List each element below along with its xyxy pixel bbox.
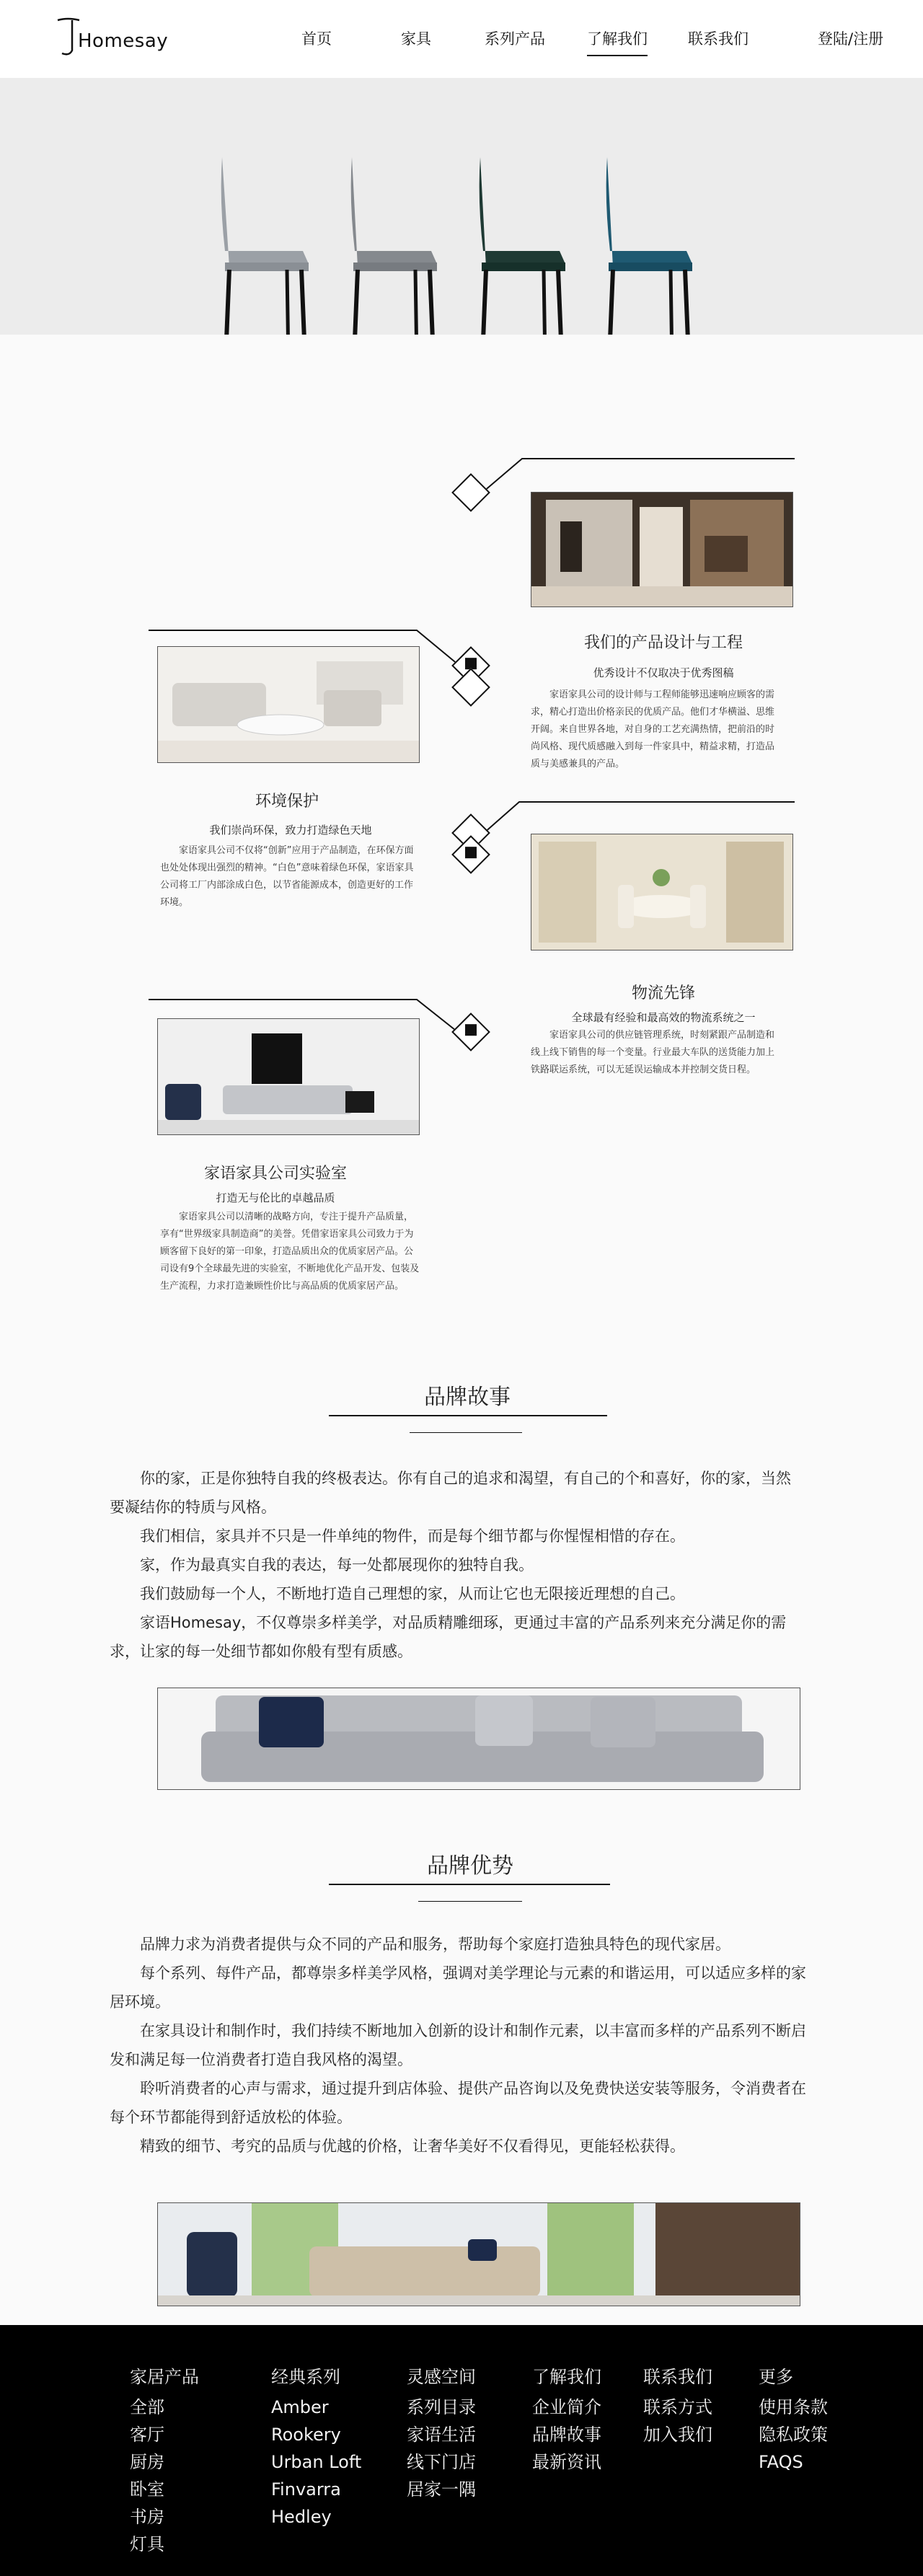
footer-heading: 家居产品 [130, 2367, 199, 2387]
footer-link[interactable]: 联系方式 [643, 2397, 712, 2417]
nav-about[interactable]: 了解我们 [587, 27, 648, 56]
story-paragraph: 家语Homesay，不仅尊崇多样美学，对品质精雕细琢，更通过丰富的产品系列来充分满足你的需求，让家的每一处细节都如你般有型有质感。 [110, 1614, 787, 1660]
divider [418, 1901, 522, 1902]
footer-link[interactable]: 隐私政策 [759, 2425, 828, 2445]
nav-contact[interactable]: 联系我们 [688, 30, 748, 48]
section-body: 家语家具公司的供应链管理系统，时刻紧跟产品制造和线上线下销售的每一个变量。行业最大车队的送货能力加上铁路联运系统，可以无延误运输成本并控制交货日程。 [531, 1030, 775, 1075]
divider [329, 1415, 607, 1416]
chair-4 [606, 157, 692, 335]
footer-heading: 经典系列 [271, 2367, 340, 2387]
section-subtitle: 打造无与伦比的卓越品质 [216, 1191, 335, 1204]
advantage-paragraph: 聆听消费者的心声与需求，通过提升到店体验、提供产品咨询以及免费快送安装等服务，令消费者在每个环节都能得到舒适放松的体验。 [110, 2080, 806, 2126]
footer-column-inspiration [407, 2363, 476, 2503]
nav-home[interactable]: 首页 [301, 30, 332, 48]
living-room-photo [157, 646, 420, 763]
logo-text[interactable]: Homesay [78, 30, 169, 52]
lounge-banner-photo [157, 2202, 800, 2306]
chair-1 [221, 157, 309, 335]
footer-link[interactable]: 加入我们 [643, 2425, 712, 2445]
footer-link[interactable]: FAQS [759, 2452, 803, 2472]
footer-link[interactable]: 厨房 [130, 2452, 164, 2472]
section-body: 家语家具公司不仅将“创新”应用于产品制造，在环保方面也处处体现出强烈的精神。“白色”意味着绿色环保，家语家具公司将工厂内部涂成白色，以节省能源成本，创造更好的工作环境。 [160, 845, 414, 908]
brand-story-title: 品牌故事 [424, 1385, 511, 1410]
footer-column-series [271, 2363, 361, 2531]
section-subtitle: 优秀设计不仅取决于优秀图稿 [593, 666, 734, 679]
login-link[interactable]: 登陆/注册 [818, 30, 884, 48]
site-header [0, 0, 923, 78]
footer-link[interactable]: 品牌故事 [532, 2425, 601, 2445]
story-paragraph: 我们鼓励每一个人，不断地打造自己理想的家，从而让它也无限接近理想的自己。 [140, 1585, 685, 1602]
footer-heading: 了解我们 [532, 2367, 601, 2387]
story-paragraph: 家，作为最真实自我的表达，每一处都展现你的独特自我。 [140, 1556, 534, 1574]
section-body: 家语家具公司以清晰的战略方向，专注于提升产品质量，享有“世界级家具制造商”的美誉。凭借家语家具公司致力于为顾客留下良好的第一印象，打造品质出众的优质家居产品。公司设有9个全球最先进的实验室，不断地优化产品开发、包装及生产流程，力求打造兼顾性价比与高品质的优质家居产品。 [160, 1212, 420, 1292]
chairs-image [0, 78, 923, 335]
section-title: 物流先锋 [631, 984, 695, 1002]
section-title: 家语家具公司实验室 [203, 1165, 347, 1183]
footer-column-products [130, 2363, 199, 2558]
chair-2 [351, 157, 437, 335]
chair-3 [480, 157, 565, 335]
story-paragraph: 你的家，正是你独特自我的终极表达。你有自己的追求和渴望，有自己的个和喜好，你的家，当然要凝结你的特质与风格。 [110, 1470, 791, 1516]
advantage-paragraph: 在家具设计和制作时，我们持续不断地加入创新的设计和制作元素，以丰富而多样的产品系列不断启发和满足每一位消费者打造自我风格的渴望。 [110, 2022, 806, 2068]
section-body: 家语家具公司的设计师与工程师能够迅速响应顾客的需求，精心打造出价格亲民的优质产品。他们才华横溢、思维开阔。来自世界各地，对自身的工艺充满热情，把前沿的时尚风格、现代质感融入到每一件家具中，精益求精，打造品质与美感兼具的产品。 [531, 689, 775, 769]
section-title: 我们的产品设计与工程 [583, 634, 743, 652]
footer-link[interactable]: 居家一隅 [407, 2479, 476, 2500]
nav-series[interactable]: 系列产品 [485, 30, 545, 48]
section-title: 环境保护 [255, 793, 319, 811]
divider [329, 1884, 610, 1885]
brand-advantage-title: 品牌优势 [427, 1853, 513, 1879]
dining-room-photo [531, 834, 793, 950]
story-paragraph: 我们相信，家具并不只是一件单纯的物件，而是每个细节都与你惺惺相惜的存在。 [140, 1527, 685, 1545]
showroom-photo [157, 1018, 420, 1135]
footer-heading: 灵感空间 [407, 2367, 476, 2387]
footer-link[interactable]: Hedley [271, 2507, 332, 2527]
footer-link[interactable]: Urban Loft [271, 2452, 362, 2472]
advantage-paragraph: 每个系列、每件产品，都尊崇多样美学风格，强调对美学理论与元素的和谐运用，可以适应多样的家居环境。 [110, 1964, 806, 2011]
advantage-paragraph: 精致的细节、考究的品质与优越的价格，让奢华美好不仅看得见，更能轻松获得。 [140, 2138, 685, 2155]
sofa-banner-photo [157, 1688, 800, 1790]
footer-link[interactable]: Finvarra [271, 2479, 341, 2500]
footer-heading: 更多 [759, 2367, 793, 2387]
footer-column-more [759, 2363, 828, 2476]
divider [410, 1432, 522, 1433]
section-subtitle: 全球最有经验和最高效的物流系统之一 [571, 1011, 756, 1024]
footer-link[interactable]: 书房 [130, 2507, 164, 2527]
advantage-paragraph: 品牌力求为消费者提供与众不同的产品和服务，帮助每个家庭打造独具特色的现代家居。 [140, 1936, 730, 1953]
nav-furniture[interactable]: 家具 [401, 30, 431, 48]
footer-link[interactable]: 家语生活 [407, 2425, 476, 2445]
footer-column-contact [643, 2363, 712, 2448]
footer-link[interactable]: 最新资讯 [532, 2452, 601, 2472]
footer-heading: 联系我们 [643, 2367, 712, 2387]
interior-photo-hall [531, 492, 793, 607]
section-subtitle: 我们崇尚环保，致力打造绿色天地 [209, 824, 372, 837]
footer-link[interactable]: 全部 [130, 2397, 164, 2417]
hero-banner [0, 78, 923, 335]
footer-link[interactable]: Amber [271, 2397, 329, 2417]
footer-link[interactable]: 灯具 [130, 2534, 164, 2554]
footer-link[interactable]: 卧室 [130, 2479, 164, 2500]
footer-link[interactable]: 使用条款 [759, 2397, 828, 2417]
footer-link[interactable]: 线下门店 [407, 2452, 476, 2472]
footer-link[interactable]: Rookery [271, 2425, 341, 2445]
footer-link[interactable]: 客厅 [130, 2425, 164, 2445]
footer-link[interactable]: 企业简介 [532, 2397, 601, 2417]
footer-column-about [532, 2363, 601, 2476]
footer-link[interactable]: 系列目录 [407, 2397, 476, 2417]
